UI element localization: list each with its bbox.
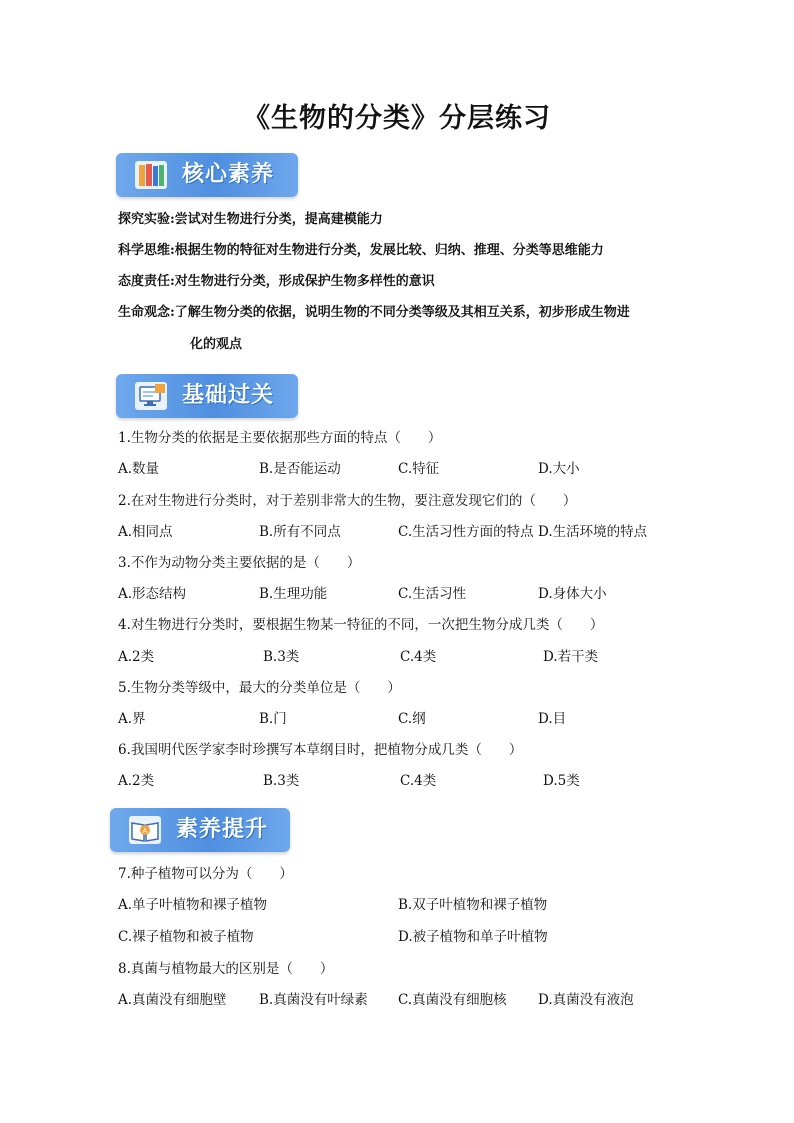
question-option: A.2类 bbox=[118, 649, 155, 665]
question-option: C.4类 bbox=[400, 649, 437, 665]
question-option: A.数量 bbox=[118, 461, 160, 477]
question-option: A.界 bbox=[118, 711, 146, 727]
question-option: C.生活习性方面的特点 bbox=[398, 524, 534, 540]
question-option: C.纲 bbox=[398, 711, 426, 727]
question-option: A.单子叶植物和裸子植物 bbox=[118, 897, 268, 913]
question-option: D.大小 bbox=[538, 461, 580, 477]
computer-calendar-icon bbox=[134, 380, 168, 412]
question-option: B.所有不同点 bbox=[259, 524, 341, 540]
question-option: B.双子叶植物和裸子植物 bbox=[398, 897, 548, 913]
section-title-improve: 素养提升 bbox=[176, 817, 269, 842]
section-title-basic: 基础过关 bbox=[182, 383, 275, 408]
question-option: A.2类 bbox=[118, 773, 155, 789]
question-stem: 7.种子植物可以分为（ ） bbox=[118, 866, 293, 882]
core-item: 探究实验:尝试对生物进行分类，提高建模能力 bbox=[118, 212, 383, 227]
page-title: 《生物的分类》分层练习 bbox=[243, 103, 551, 134]
question-option: D.生活环境的特点 bbox=[538, 524, 648, 540]
question-stem: 2.在对生物进行分类时，对于差别非常大的生物，要注意发现它们的（ ） bbox=[118, 493, 577, 509]
reading-book-icon bbox=[128, 814, 162, 846]
svg-text:A: A bbox=[142, 827, 148, 835]
question-option: B.3类 bbox=[263, 773, 300, 789]
question-option: A.真菌没有细胞壁 bbox=[118, 992, 227, 1008]
section-title-core: 核心素养 bbox=[182, 162, 275, 187]
question-stem: 1.生物分类的依据是主要依据那些方面的特点（ ） bbox=[118, 430, 442, 446]
core-item: 科学思维:根据生物的特征对生物进行分类，发展比较、归纳、推理、分类等思维能力 bbox=[118, 243, 604, 258]
core-item: 生命观念:了解生物分类的依据，说明生物的不同分类等级及其相互关系，初步形成生物进 bbox=[118, 305, 630, 320]
question-stem: 3.不作为动物分类主要依据的是（ ） bbox=[118, 555, 361, 571]
section-banner-improve bbox=[110, 808, 290, 852]
books-icon bbox=[134, 159, 168, 191]
question-option: B.是否能运动 bbox=[259, 461, 341, 477]
question-option: B.门 bbox=[259, 711, 287, 727]
question-option: D.若干类 bbox=[543, 649, 599, 665]
question-option: D.真菌没有液泡 bbox=[538, 992, 634, 1008]
question-option: D.5类 bbox=[543, 773, 580, 789]
question-option: D.被子植物和单子叶植物 bbox=[398, 929, 548, 945]
section-banner-core bbox=[116, 153, 298, 197]
question-option: A.相同点 bbox=[118, 524, 173, 540]
question-stem: 5.生物分类等级中，最大的分类单位是（ ） bbox=[118, 680, 401, 696]
question-option: B.3类 bbox=[263, 649, 300, 665]
question-option: C.裸子植物和被子植物 bbox=[118, 929, 254, 945]
question-option: A.形态结构 bbox=[118, 586, 187, 602]
question-option: C.真菌没有细胞核 bbox=[398, 992, 507, 1008]
core-item: 化的观点 bbox=[190, 337, 243, 352]
question-option: C.特征 bbox=[398, 461, 440, 477]
question-option: C.生活习性 bbox=[398, 586, 467, 602]
question-stem: 8.真菌与植物最大的区别是（ ） bbox=[118, 961, 334, 977]
question-option: B.真菌没有叶绿素 bbox=[259, 992, 368, 1008]
question-stem: 6.我国明代医学家李时珍撰写本草纲目时，把植物分成几类（ ） bbox=[118, 742, 523, 758]
core-item: 态度责任:对生物进行分类，形成保护生物多样性的意识 bbox=[118, 274, 435, 289]
question-option: D.身体大小 bbox=[538, 586, 607, 602]
question-option: B.生理功能 bbox=[259, 586, 328, 602]
question-option: C.4类 bbox=[400, 773, 437, 789]
question-option: D.目 bbox=[538, 711, 567, 727]
question-stem: 4.对生物进行分类时，要根据生物某一特征的不同，一次把生物分成几类（ ） bbox=[118, 617, 604, 633]
section-banner-basic bbox=[116, 374, 298, 418]
